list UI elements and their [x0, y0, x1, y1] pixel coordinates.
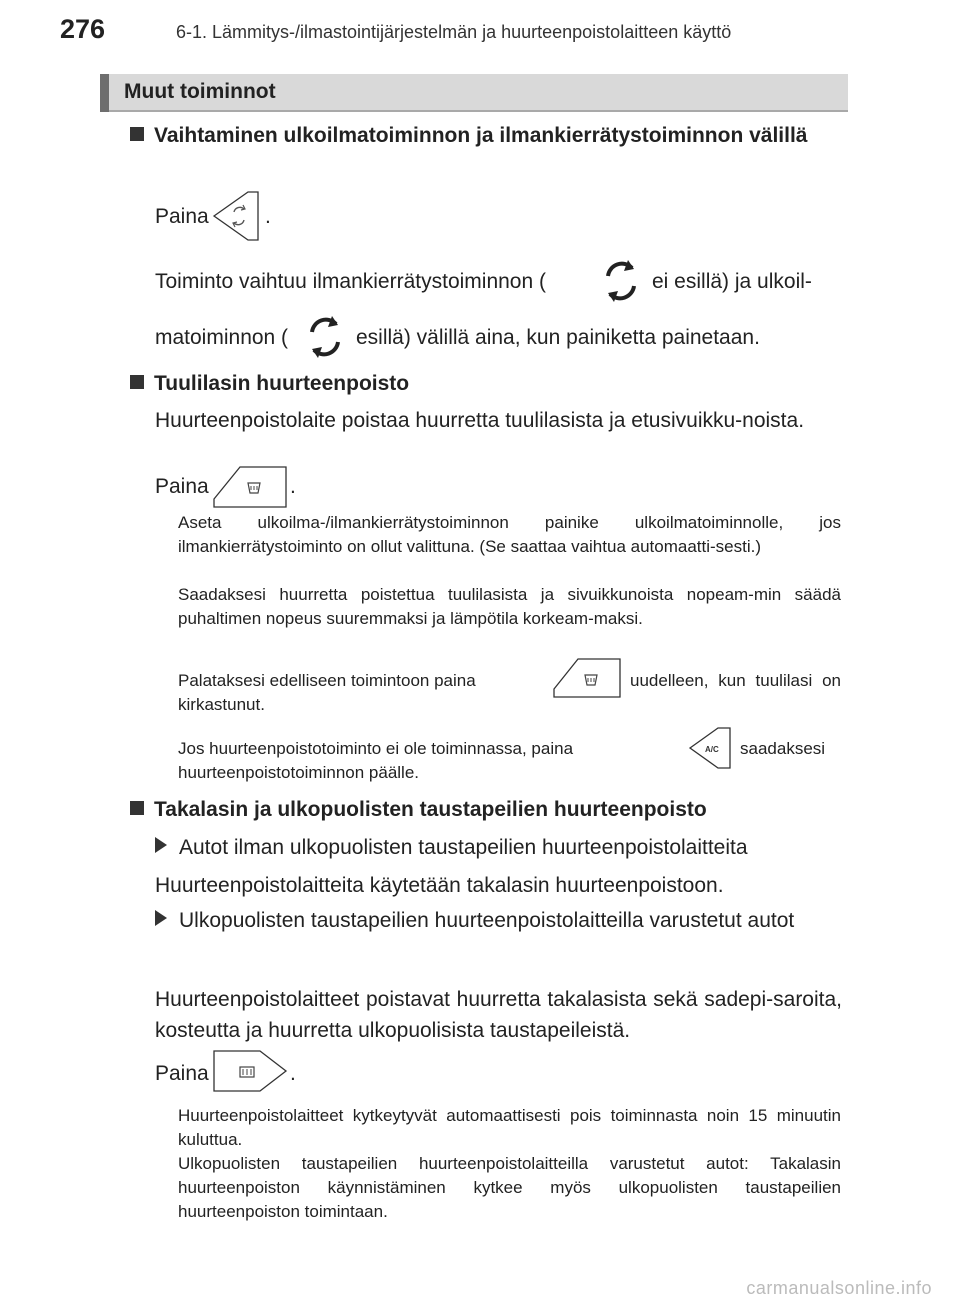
recirc-line1b: ei esillä) ja ulkoil-: [652, 270, 812, 293]
recirc-line2a: matoiminnon (: [155, 326, 289, 349]
windshield-defogger-button-icon: [212, 463, 288, 511]
section-bar: [100, 74, 848, 112]
windshield-note2: Saadaksesi huurretta poistettua tuulilasista ja sivuikkunoista nopeam-min säädä puhaltimen nopeus suuremmaksi ja lämpötila korkeam-maksi.: [178, 585, 841, 628]
windshield-note3b: uudelleen, kun tuulilasi on kirkastunut.: [178, 671, 841, 714]
triangle-bullet-icon: [155, 837, 167, 853]
section-title: Muut toiminnot: [124, 80, 276, 103]
windshield-heading: Tuulilasin huurteenpoisto: [130, 368, 409, 400]
recirculation-on-icon: [598, 256, 644, 306]
windshield-note3a: Palataksesi edelliseen toimintoon paina: [178, 671, 476, 690]
windshield-press-prefix: Paina: [155, 475, 209, 498]
windshield-text: Huurteenpoistolaite poistaa huurretta tuulilasista ja etusivuikku-noista.: [155, 409, 805, 432]
rear-text1: Huurteenpoistolaitteita käytetään takalasin huurteenpoistoon.: [155, 874, 724, 897]
recirculation-button-icon: [212, 190, 262, 242]
recirc-line1a: Toiminto vaihtuu ilmankierrätystoiminnon (: [155, 270, 546, 293]
rear-text2: Huurteenpoistolaitteet poistavat huurretta takalasista sekä sadepi-saroita, kosteutta ja huurretta ulkopuolisista taustapeileistä.: [155, 988, 842, 1042]
square-bullet-icon: [130, 801, 144, 815]
windshield-note4b: saadaksesi huurteenpoistotoiminnon päälle.: [178, 739, 826, 782]
rear-note2: Ulkopuolisten taustapeilien huurteenpoistolaitteilla varustetut autot: Takalasin huurteenpoiston käynnistäminen kytkee myös ulkopuolisten taustapeilien huurteenpoiston toimintaan.: [178, 1154, 841, 1221]
rear-press-suffix: .: [290, 1062, 296, 1085]
rear-press-prefix: Paina: [155, 1062, 209, 1085]
page-number: 276: [60, 14, 106, 44]
rear-note1: Huurteenpoistolaitteet kytkeytyvät automaattisesti pois toiminnasta noin 15 minuutin kuluttua.: [178, 1106, 841, 1149]
watermark: carmanualsonline.info: [746, 1278, 932, 1298]
rear-heading: Takalasin ja ulkopuolisten taustapeilien huurteenpoisto: [130, 794, 707, 826]
ac-button-icon: [688, 726, 732, 770]
rear-defogger-button-icon: [212, 1047, 288, 1095]
rear-sub2: Ulkopuolisten taustapeilien huurteenpoistolaitteilla varustetut autot: [155, 905, 842, 936]
chapter-title: 6-1. Lämmitys-/ilmastointijärjestelmän ja huurteenpoistolaitteen käyttö: [176, 22, 732, 42]
fresh-air-icon: [302, 312, 348, 362]
windshield-press-suffix: .: [290, 475, 296, 498]
recirc-heading: Vaihtaminen ulkoilmatoiminnon ja ilmankierrätystoiminnon välillä: [130, 120, 842, 152]
section-accent: [100, 74, 109, 112]
windshield-note4a: Jos huurteenpoistotoiminto ei ole toiminnassa, paina: [178, 739, 574, 758]
ac-label: A/C: [705, 745, 719, 754]
rear-sub1: Autot ilman ulkopuolisten taustapeilien huurteenpoistolaitteita: [155, 832, 748, 863]
recirc-press-line: Paina: [155, 205, 209, 228]
recirc-line2b: esillä) välillä aina, kun painiketta painetaan.: [356, 326, 760, 349]
triangle-bullet-icon: [155, 910, 167, 926]
windshield-note1: Aseta ulkoilma-/ilmankierrätystoiminnon painike ulkoilmatoiminnolle, jos ilmankierrätystoiminto on ollut valittuna. (Se saattaa vaihtua automaatti-sesti.): [178, 513, 841, 556]
recirc-press-suffix: .: [265, 205, 271, 228]
square-bullet-icon: [130, 127, 144, 141]
square-bullet-icon: [130, 375, 144, 389]
